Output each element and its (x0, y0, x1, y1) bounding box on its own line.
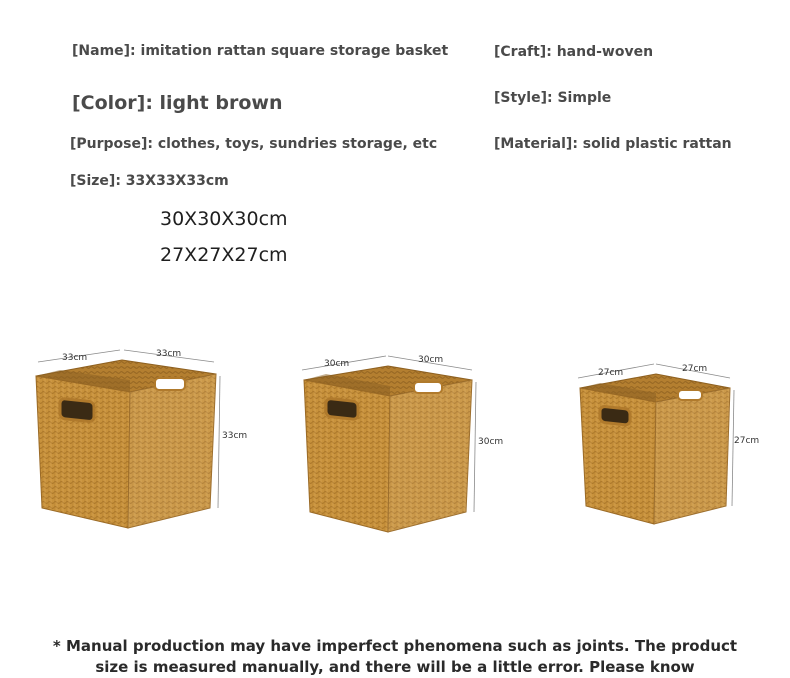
spec-size-key: [Size] (70, 173, 116, 189)
basket-27-dim-right: 27cm (682, 364, 708, 374)
spec-purpose-value: : clothes, toys, sundries storage, etc (147, 136, 438, 152)
basket-30-dim-right: 30cm (418, 355, 444, 365)
spec-color-value: : light brown (145, 92, 283, 114)
spec-style-key: [Style] (494, 90, 547, 106)
spec-material-key: [Material] (494, 136, 573, 152)
basket-33 (36, 349, 247, 528)
basket-33-dim-height: 33cm (222, 431, 248, 441)
spec-craft-key: [Craft] (494, 44, 547, 60)
basket-30-dim-left: 30cm (324, 359, 350, 369)
spec-purpose-key: [Purpose] (70, 136, 148, 152)
spec-size-value: : 33X33X33cm (115, 173, 229, 189)
basket-33-dim-left: 33cm (62, 353, 88, 363)
spec-style-value: : Simple (547, 90, 612, 106)
size-option-27: 27X27X27cm (160, 244, 288, 266)
size-option-30: 30X30X30cm (160, 208, 288, 230)
basket-30-dim-height: 30cm (478, 437, 504, 447)
basket-30 (302, 355, 503, 532)
spec-name-key: [Name] (72, 43, 131, 59)
basket-27-dim-height: 27cm (734, 436, 760, 446)
basket-27-dim-left: 27cm (598, 368, 624, 378)
disclaimer-note (0, 636, 790, 678)
disclaimer-line-2: size is measured manually, and there will be a little error. Please know (95, 658, 695, 676)
spec-material-value: : solid plastic rattan (572, 136, 732, 152)
spec-color-key: [Color] (72, 92, 146, 114)
basket-33-dim-right: 33cm (156, 349, 182, 359)
basket-27 (578, 364, 759, 524)
spec-name-value: : imitation rattan square storage basket (130, 43, 449, 59)
disclaimer-line-1: * Manual production may have imperfect phenomena such as joints. The product (52, 637, 738, 655)
spec-craft-value: : hand-woven (546, 44, 654, 60)
